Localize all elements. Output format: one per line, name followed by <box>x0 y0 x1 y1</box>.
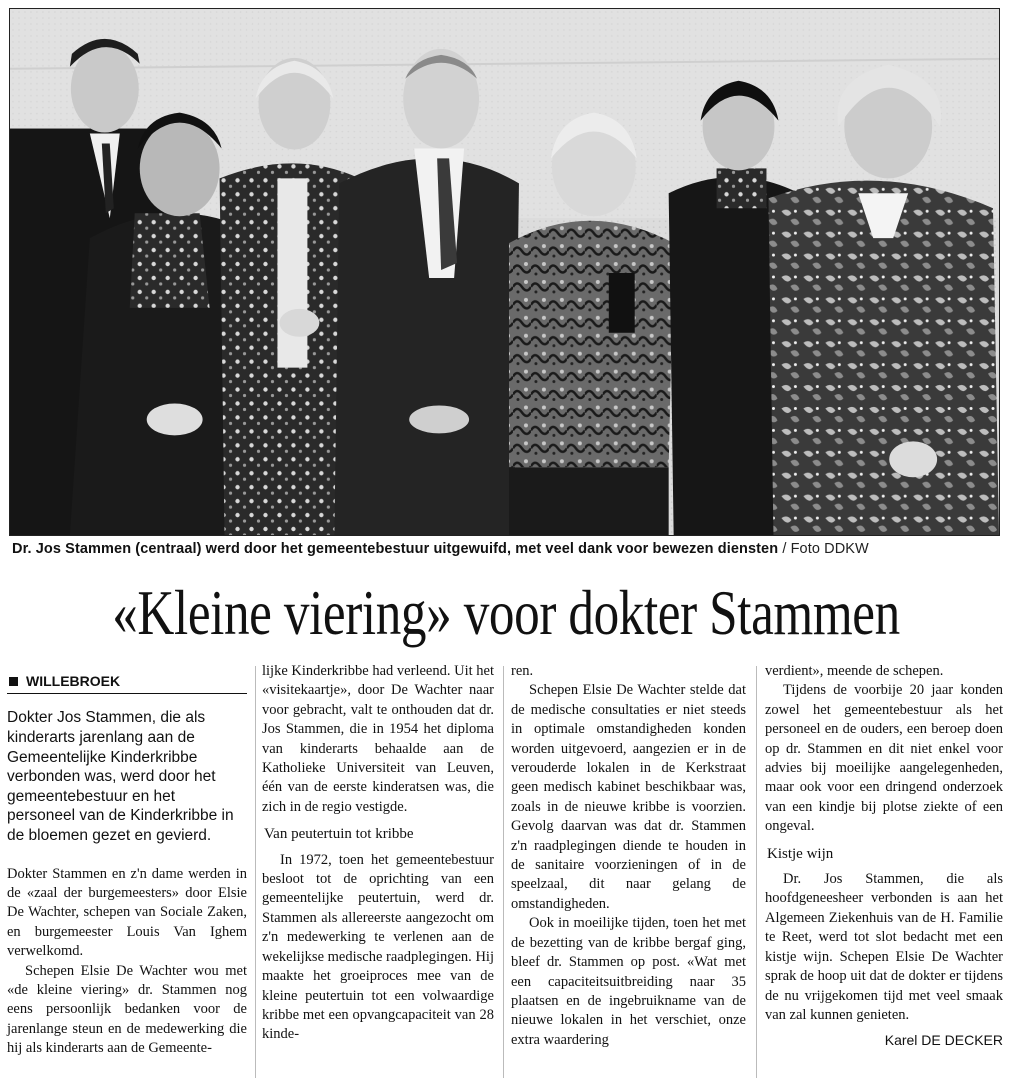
article-column-3 <box>511 662 746 1050</box>
section-tag-label: WILLEBROEK <box>26 673 121 689</box>
article-column-4 <box>765 662 1003 1051</box>
group-photo-illustration <box>10 9 999 535</box>
headline: «Kleine viering» voor dokter Stammen <box>112 577 900 648</box>
paragraph: verdient», meende de schepen. <box>765 663 944 679</box>
caption-text: Dr. Jos Stammen (centraal) werd door het gemeentebestuur uitgewuifd, met veel dank voor bewezen diensten <box>12 541 779 557</box>
byline: Karel DE DECKER <box>884 1032 1003 1049</box>
paragraph: Dokter Stammen en z'n dame werden in de «zaal der burgemeesters» door Elsie De Wachter, schepen van Sociale Zaken, en burgemeester Louis Van Ighem verwelkomd. <box>7 865 247 960</box>
paragraph: Schepen Elsie De Wachter wou met «de kleine viering» dr. Stammen nog eens persoonlijk bedanken voor de jarenlange steun en de medewerking die hij als kinderarts aan de Gemeente- <box>7 962 247 1057</box>
column-rule <box>503 666 504 1078</box>
subheading: Kistje wijn <box>767 845 834 862</box>
paragraph: lijke Kinderkribbe had verleend. Uit het «visitekaartje», door De Wachter naar voor gebracht, valt te onthouden dat dr. Jos Stammen, die in 1954 het diploma van kinderarts behaalde aan de Katholieke Universiteit van Leuven, één van de eerste kinderatsen was, die zich in de regio vestigde. <box>262 663 494 815</box>
column-rule <box>255 666 256 1078</box>
paragraph: ren. <box>511 663 534 679</box>
section-tag <box>7 662 247 694</box>
paragraph: Dr. Jos Stammen, die als hoofdgeneesheer verbonden is aan het Algemeen Ziekenhuis van de H. Familie te Reet, werd tot slot bedacht met een kistje wijn. Schepen Elsie De Wachter sprak de hoop uit dat de dokter er tijdens de nu vrijgekomen tijd met veel smaak van zal kunnen genieten. <box>765 871 1003 1023</box>
photo-caption <box>12 541 1002 557</box>
paragraph: Ook in moeilijke tijden, toen het met de bezetting van de kribbe bergaf ging, bleef dr. Stammen op post. «Wat met een capaciteitsuitbreiding naar 35 plaatsen en de ingebruikname van de nieuwe lokalen in het verschiet, onze extra waardering <box>511 915 746 1048</box>
paragraph: Schepen Elsie De Wachter stelde dat de medische consultaties er niet steeds in optimale omstandigheden konden worden uitgevoerd, aangezien er in de verouderde lokalen in de Kerkstraat geen medisch kabinet beschikbaar was, zoals in de nieuwe kribbe is voorzien. Gevolg daarvan was dat dr. Stammen z'n raadplegingen diende te houden in de sanitaire voorzieningen of in de speelzaal, dit naar gelang de omstandigheden. <box>511 682 746 912</box>
column-rule <box>756 666 757 1078</box>
article-column-1 <box>7 662 247 1059</box>
paragraph: Tijdens de voorbije 20 jaar konden zowel het gemeentebestuur als het personeel en de ouders, een beroep doen op dr. Stammen en dit niet enkel voor advies bij moeilijke aangelegenheden, maar ook voor een dringend onderzoek van een kindje bij plotse ziekte of een ongeval. <box>765 682 1003 835</box>
subheading: Van peutertuin tot kribbe <box>264 826 414 843</box>
article-intro: Dokter Jos Stammen, die als kinderarts jarenlang aan de Gemeentelijke Kinderkribbe verbonden was, werd door het gemeentebestuur en het personeel van de Kinderkribbe in de bloemen gezet en gevierd. <box>7 709 234 844</box>
square-bullet-icon <box>9 677 18 686</box>
group-photo <box>9 8 1000 536</box>
photo-credit: / Foto DDKW <box>782 541 869 557</box>
paragraph: In 1972, toen het gemeentebestuur besloot tot de oprichting van een gemeentelijke peutertuin, werd dr. Stammen als allereerste aangezocht om z'n medewerking te verlenen aan de wekelijkse medische raadplegingen. Hij maakte het groeiproces mee van de kleine peutertuin tot een volwaardige kribbe met een opvangcapaciteit van 28 kinde- <box>262 851 494 1043</box>
article-column-2 <box>262 662 494 1045</box>
